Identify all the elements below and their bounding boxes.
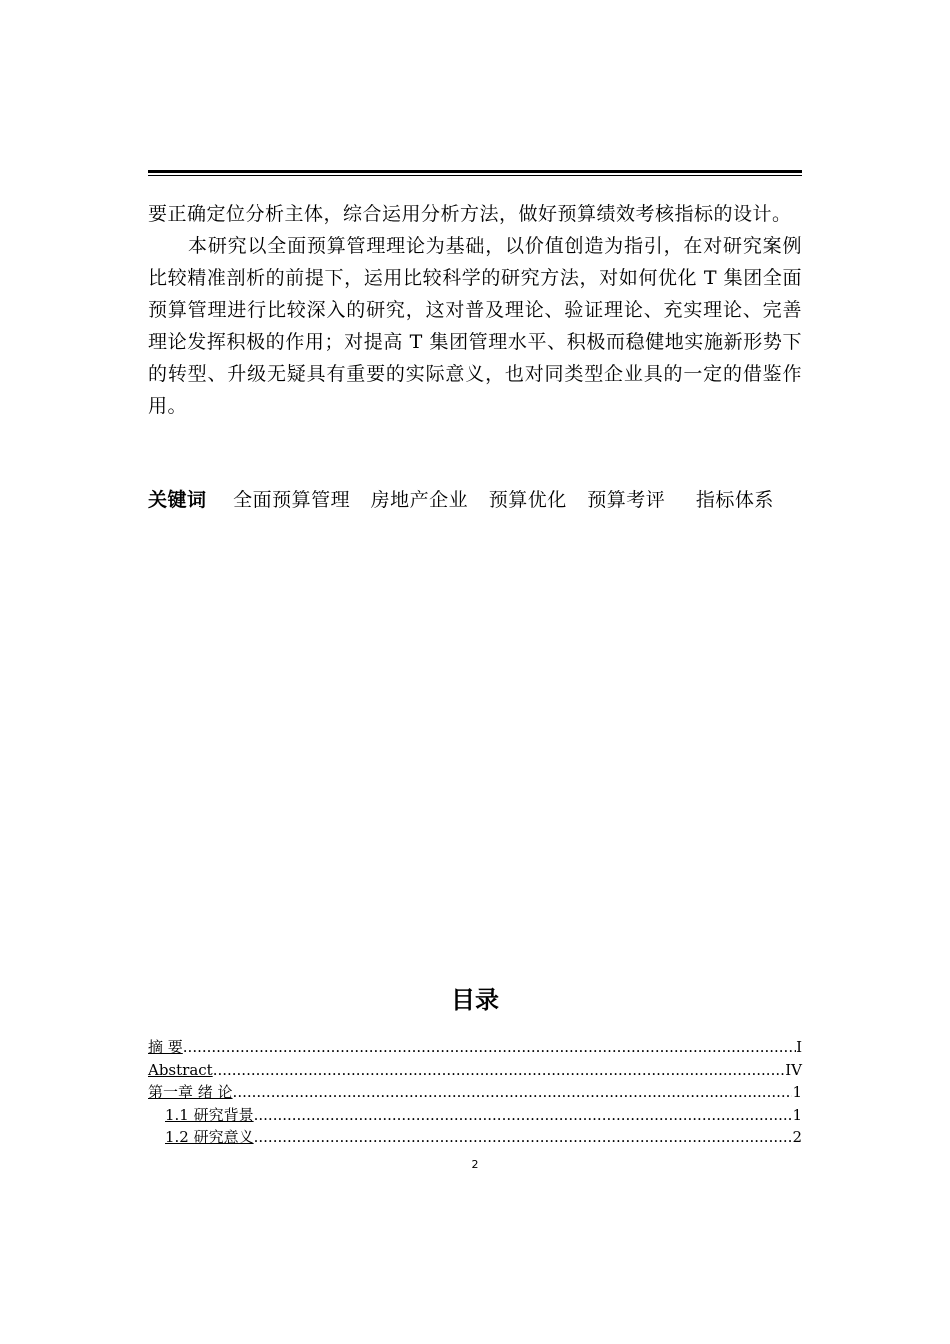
paragraph: 本研究以全面预算管理理论为基础，以价值创造为指引，在对研究案例比较精准剖析的前提下，运用比较科学的研究方法，对如何优化 T 集团全面预算管理进行比较深入的研究，这对普及理论、验证理论、充实理论、完善理论发挥积极的作用；对提高 T 集团管理水平、积极而稳健地实施新形势下的转型、升级无疑具有重要的实际意义，也对同类型企业具的一定的借鉴作用。 bbox=[148, 235, 802, 417]
keywords-label: 关键词 bbox=[148, 489, 207, 511]
table-of-contents bbox=[148, 1036, 802, 1149]
toc-entry-label[interactable]: 摘 要 bbox=[148, 1038, 183, 1056]
toc-entry-page: I bbox=[796, 1038, 802, 1056]
toc-dot-leader bbox=[183, 1036, 796, 1059]
keyword-term: 预算优化 bbox=[488, 489, 567, 511]
toc-entry-page: 2 bbox=[792, 1128, 802, 1146]
toc-entry[interactable] bbox=[148, 1081, 802, 1104]
keyword-term: 房地产企业 bbox=[370, 489, 469, 511]
toc-dot-leader bbox=[254, 1126, 793, 1149]
toc-entry-label[interactable]: 1.2 研究意义 bbox=[165, 1128, 254, 1146]
keyword-term: 全面预算管理 bbox=[233, 489, 351, 511]
keyword-term: 指标体系 bbox=[695, 489, 774, 511]
header-rule-thick bbox=[148, 170, 802, 173]
header-rule-thin bbox=[148, 175, 802, 176]
toc-entry-label[interactable]: 1.1 研究背景 bbox=[165, 1105, 254, 1124]
toc-entry-label[interactable]: 第一章 绪 论 bbox=[148, 1083, 233, 1101]
toc-entry[interactable] bbox=[148, 1036, 802, 1059]
toc-entry[interactable] bbox=[148, 1059, 802, 1082]
toc-title: 目录 bbox=[451, 986, 499, 1014]
toc-entry[interactable] bbox=[148, 1126, 802, 1149]
toc-dot-leader bbox=[233, 1081, 793, 1104]
toc-entry-page: 1 bbox=[792, 1083, 802, 1101]
body-text bbox=[148, 198, 802, 422]
keyword-term: 预算考评 bbox=[587, 489, 666, 511]
toc-entry-label[interactable]: Abstract bbox=[148, 1060, 213, 1079]
page-number: 2 bbox=[471, 1158, 479, 1171]
toc-dot-leader bbox=[254, 1104, 793, 1127]
paragraph: 要正确定位分析主体，综合运用分析方法，做好预算绩效考核指标的设计。 bbox=[148, 203, 792, 225]
keywords-line bbox=[148, 484, 802, 516]
toc-dot-leader bbox=[213, 1059, 786, 1082]
toc-entry-page: IV bbox=[785, 1060, 802, 1079]
toc-entry-page: 1 bbox=[792, 1105, 802, 1124]
toc-entry[interactable] bbox=[148, 1104, 802, 1127]
